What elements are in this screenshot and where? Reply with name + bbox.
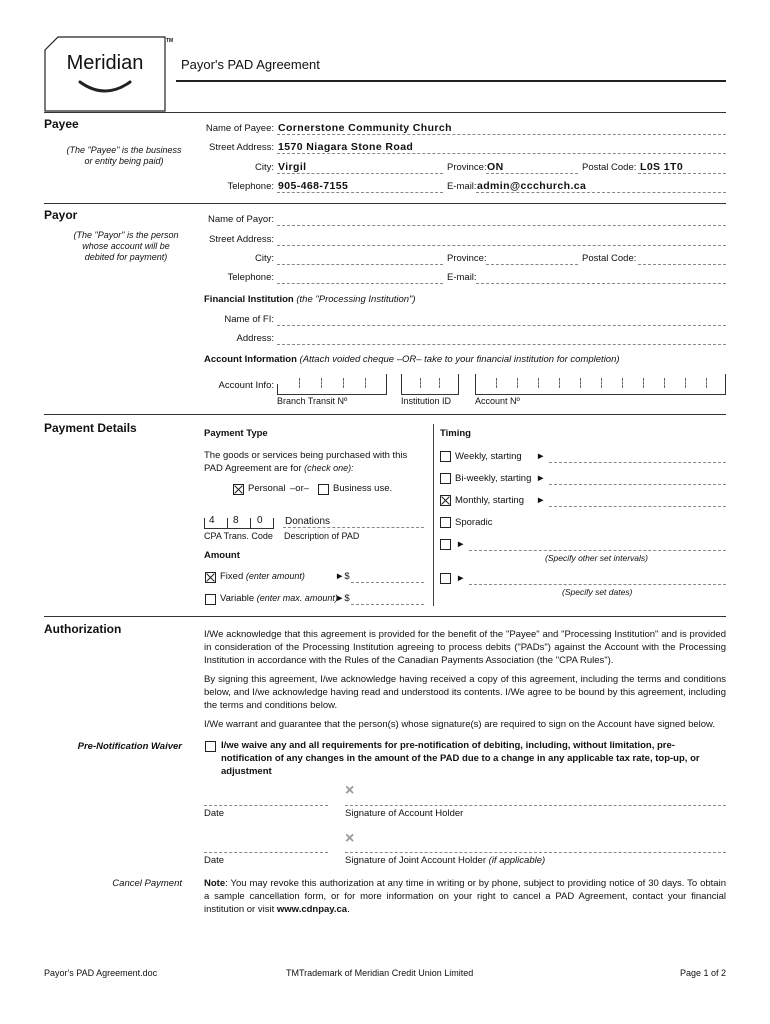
variable-note: (enter max. amount) bbox=[256, 593, 338, 603]
segment bbox=[250, 518, 251, 528]
segment bbox=[273, 518, 274, 528]
or-label: –or– bbox=[290, 483, 310, 494]
segment bbox=[496, 378, 497, 388]
segment bbox=[475, 374, 476, 394]
cdnpay-link[interactable]: www.cdnpay.ca bbox=[276, 904, 348, 915]
segment bbox=[401, 374, 402, 394]
account-heading-note: (Attach voided cheque –OR– take to your financial institution for completion) bbox=[299, 354, 620, 365]
other-interval-field[interactable] bbox=[469, 550, 726, 551]
payee-province-field[interactable] bbox=[486, 173, 578, 174]
payor-heading: Payor bbox=[44, 208, 78, 222]
payee-name-field[interactable] bbox=[277, 134, 726, 135]
date-label-1: Date bbox=[204, 808, 225, 819]
segment bbox=[580, 378, 581, 388]
note-text: : You may revoke this authorization at any time in writing or by phone, subject to providing notice of 30 days. To obtain a sample cancellation form, or for more information on your right to cancel a PAD Agreement, contact your financial institution or visit bbox=[204, 878, 726, 915]
account-number-label: Account Nº bbox=[475, 396, 520, 406]
variable-checkbox[interactable] bbox=[205, 594, 216, 605]
cpa-code-label: CPA Trans. Code bbox=[204, 531, 273, 541]
variable-amount-field[interactable] bbox=[351, 604, 424, 605]
payor-city-field[interactable] bbox=[277, 264, 443, 265]
other-interval-arrow: ► bbox=[456, 539, 466, 550]
sign-mark-2: × bbox=[345, 830, 355, 847]
segment bbox=[420, 378, 421, 388]
account-heading-title: Account Information bbox=[204, 354, 297, 365]
payment-type-desc: The goods or services being purchased with this PAD Agreement are for bbox=[204, 450, 408, 474]
segment bbox=[643, 378, 644, 388]
page-title: Payor's PAD Agreement bbox=[181, 57, 320, 72]
payee-name-label: Name of Payee: bbox=[205, 123, 274, 134]
segment bbox=[601, 378, 602, 388]
date-field-1[interactable] bbox=[204, 805, 328, 806]
fixed-label-text: Fixed bbox=[220, 571, 244, 582]
signature-field-2[interactable] bbox=[345, 852, 726, 853]
payor-name-label: Name of Payor: bbox=[208, 214, 274, 225]
cpa-digit-3: 0 bbox=[257, 515, 263, 526]
personal-checkbox[interactable] bbox=[233, 484, 244, 495]
institution-id-label: Institution ID bbox=[401, 396, 452, 406]
business-checkbox[interactable] bbox=[318, 484, 329, 495]
signature-label-2 bbox=[345, 855, 545, 866]
set-dates-field[interactable] bbox=[469, 584, 726, 585]
segment bbox=[559, 378, 560, 388]
payor-postal-field[interactable] bbox=[638, 264, 726, 265]
signature-label-1: Signature of Account Holder bbox=[345, 808, 464, 819]
biweekly-label: Bi-weekly, starting bbox=[455, 473, 532, 484]
date-label-2: Date bbox=[204, 855, 225, 866]
payor-name-field[interactable] bbox=[277, 225, 726, 226]
personal-label: Personal bbox=[248, 483, 286, 494]
payee-heading: Payee bbox=[44, 117, 79, 131]
segment bbox=[664, 378, 665, 388]
sporadic-checkbox[interactable] bbox=[440, 517, 451, 528]
payor-rule bbox=[44, 203, 726, 204]
segment bbox=[458, 374, 459, 394]
payee-note: (The "Payee" is the business or entity being paid) bbox=[66, 145, 182, 166]
fi-heading bbox=[204, 294, 416, 305]
amount-heading: Amount bbox=[204, 550, 240, 561]
segment bbox=[321, 378, 322, 388]
authorization-rule bbox=[44, 616, 726, 617]
fixed-amount-field[interactable] bbox=[351, 582, 424, 583]
payor-province-label: Province: bbox=[447, 253, 487, 264]
footer-page-number: Page 1 of 2 bbox=[679, 968, 726, 978]
account-heading bbox=[204, 354, 620, 365]
fixed-dollar: ►$ bbox=[335, 571, 350, 582]
fi-heading-title: Financial Institution bbox=[204, 294, 294, 305]
payee-email-field[interactable] bbox=[476, 192, 726, 193]
segment bbox=[277, 384, 278, 394]
other-interval-note: (Specify other set intervals) bbox=[545, 553, 648, 563]
payee-street-value: 1570 Niagara Stone Road bbox=[278, 141, 414, 153]
date-field-2[interactable] bbox=[204, 852, 328, 853]
description-value: Donations bbox=[285, 516, 331, 527]
segment bbox=[685, 378, 686, 388]
variable-label bbox=[220, 593, 338, 604]
description-label: Description of PAD bbox=[284, 531, 360, 541]
footer-filename: Payor's PAD Agreement.doc bbox=[44, 968, 158, 978]
payor-note: (The "Payor" is the person whose account will be debited for payment) bbox=[73, 230, 179, 262]
cpa-digit-2: 8 bbox=[233, 515, 239, 526]
variable-label-text: Variable bbox=[220, 593, 255, 604]
variable-dollar: ►$ bbox=[335, 593, 350, 604]
payment-type-text bbox=[204, 450, 428, 475]
fi-name-label: Name of FI: bbox=[224, 314, 274, 325]
payee-city-field[interactable] bbox=[277, 173, 443, 174]
set-dates-arrow: ► bbox=[456, 573, 466, 584]
fixed-note: (enter amount) bbox=[245, 571, 305, 581]
segment bbox=[538, 378, 539, 388]
weekly-label: Weekly, starting bbox=[455, 451, 522, 462]
fi-address-label: Address: bbox=[236, 333, 274, 344]
monthly-start-field[interactable] bbox=[549, 506, 726, 507]
set-dates-note: (Specify set dates) bbox=[562, 587, 633, 597]
segment bbox=[706, 378, 707, 388]
segment bbox=[343, 378, 344, 388]
fixed-checkbox[interactable] bbox=[205, 572, 216, 583]
payment-heading: Payment Details bbox=[44, 421, 137, 435]
authorization-paragraph-1: I/We acknowledge that this agreement is provided for the benefit of the "Payee" and "Processing Institution" and is provided in consideration of the Processing Institution agreeing to process debits ("PADs") against the Account with the Processing Institution in accordance with the Rules of the Canadian Payments Association (the "CPA Rules"). bbox=[204, 629, 726, 666]
note-end: . bbox=[347, 904, 350, 915]
biweekly-arrow: ► bbox=[536, 473, 546, 484]
payee-street-field[interactable] bbox=[277, 153, 726, 154]
signature-label-2-text: Signature of Joint Account Holder bbox=[345, 855, 487, 866]
payee-postal-value: L0S 1T0 bbox=[640, 161, 684, 173]
payment-type-heading: Payment Type bbox=[204, 428, 268, 439]
payee-province-value: ON bbox=[487, 161, 504, 173]
weekly-arrow: ► bbox=[536, 451, 546, 462]
payor-phone-field[interactable] bbox=[277, 283, 443, 284]
trademark-mark: TM bbox=[166, 38, 174, 44]
payor-phone-label: Telephone: bbox=[227, 272, 274, 283]
waiver-text: I/we waive any and all requirements for pre-notification of debiting, including, without limitation, pre-notification of any changes in the amount of the PAD due to a change in any applicable tax rate, top-up, or adjustment bbox=[221, 740, 700, 777]
description-field[interactable] bbox=[283, 527, 424, 528]
payee-street-label: Street Address: bbox=[209, 142, 274, 153]
biweekly-checkbox[interactable] bbox=[440, 473, 451, 484]
payor-street-label: Street Address: bbox=[209, 234, 274, 245]
business-label: Business use. bbox=[333, 483, 393, 494]
fixed-label bbox=[220, 571, 305, 582]
payee-province-label: Province: bbox=[447, 162, 487, 173]
payee-phone-label: Telephone: bbox=[227, 181, 274, 192]
segment bbox=[725, 374, 726, 394]
other-interval-checkbox[interactable] bbox=[440, 539, 451, 550]
payment-type-hint: (check one): bbox=[304, 463, 354, 473]
signature-field-1[interactable] bbox=[345, 805, 726, 806]
payor-street-field[interactable] bbox=[277, 245, 726, 246]
segment bbox=[622, 378, 623, 388]
payee-postal-label: Postal Code: bbox=[582, 162, 637, 173]
segment bbox=[365, 378, 366, 388]
cancel-note bbox=[204, 877, 726, 916]
waiver-checkbox[interactable] bbox=[205, 741, 216, 752]
authorization-paragraph-3: I/We warrant and guarantee that the person(s) whose signature(s) are required to sign on the Account have signed below. bbox=[204, 719, 716, 730]
sporadic-label: Sporadic bbox=[455, 517, 493, 528]
payee-email-label: E-mail: bbox=[447, 181, 477, 192]
cancel-payment-label: Cancel Payment bbox=[112, 878, 182, 889]
payee-name-value: Cornerstone Community Church bbox=[278, 122, 452, 134]
sign-mark-1: × bbox=[345, 782, 355, 799]
payee-city-value: Virgil bbox=[278, 161, 307, 173]
payee-email-value: admin@ccchurch.ca bbox=[477, 180, 587, 192]
payee-rule bbox=[44, 112, 726, 113]
authorization-heading: Authorization bbox=[44, 622, 122, 636]
payment-rule bbox=[44, 414, 726, 415]
segment bbox=[204, 518, 205, 528]
fi-address-field[interactable] bbox=[277, 344, 726, 345]
segment bbox=[439, 378, 440, 388]
biweekly-start-field[interactable] bbox=[549, 484, 726, 485]
payment-column-divider bbox=[433, 424, 434, 606]
segment bbox=[517, 378, 518, 388]
account-number-field[interactable] bbox=[475, 374, 726, 395]
fi-name-field[interactable] bbox=[277, 325, 726, 326]
authorization-paragraph-2: By signing this agreement, I/we acknowledge having received a copy of this agreement, including the terms and conditions below, and I/we acknowledge having read and understood its contents. I/We agree to be bound by this agreement, including the terms and conditions below. bbox=[204, 674, 726, 711]
payee-postal-field[interactable] bbox=[638, 173, 726, 174]
branch-transit-label: Branch Transit Nº bbox=[277, 396, 348, 406]
branch-transit-field[interactable] bbox=[277, 374, 387, 395]
note-label: Note bbox=[204, 878, 226, 889]
set-dates-checkbox[interactable] bbox=[440, 573, 451, 584]
payor-email-field[interactable] bbox=[476, 283, 726, 284]
payor-province-field[interactable] bbox=[486, 264, 578, 265]
signature-label-2-note: (if applicable) bbox=[488, 855, 546, 866]
header-rule bbox=[176, 80, 726, 82]
payee-phone-value: 905-468-7155 bbox=[278, 180, 349, 192]
cpa-code-field[interactable] bbox=[204, 512, 274, 529]
payee-city-label: City: bbox=[255, 162, 274, 173]
payor-email-label: E-mail: bbox=[447, 272, 477, 283]
cpa-digit-1: 4 bbox=[209, 515, 215, 526]
segment bbox=[227, 518, 228, 528]
payor-city-label: City: bbox=[255, 253, 274, 264]
monthly-arrow: ► bbox=[536, 495, 546, 506]
logo bbox=[44, 36, 166, 112]
segment bbox=[386, 374, 387, 394]
logo-text: Meridian bbox=[66, 52, 144, 74]
fi-heading-note: (the "Processing Institution") bbox=[296, 294, 416, 305]
segment bbox=[299, 378, 300, 388]
timing-heading: Timing bbox=[440, 428, 471, 439]
monthly-label: Monthly, starting bbox=[455, 495, 524, 506]
account-info-label: Account Info: bbox=[218, 380, 274, 391]
monthly-checkbox[interactable] bbox=[440, 495, 451, 506]
institution-id-field[interactable] bbox=[401, 374, 459, 395]
waiver-label: Pre-Notification Waiver bbox=[77, 741, 182, 752]
weekly-start-field[interactable] bbox=[549, 462, 726, 463]
payor-postal-label: Postal Code: bbox=[582, 253, 637, 264]
footer-trademark: TMTrademark of Meridian Credit Union Limited bbox=[286, 968, 474, 978]
weekly-checkbox[interactable] bbox=[440, 451, 451, 462]
payee-phone-field[interactable] bbox=[277, 192, 443, 193]
